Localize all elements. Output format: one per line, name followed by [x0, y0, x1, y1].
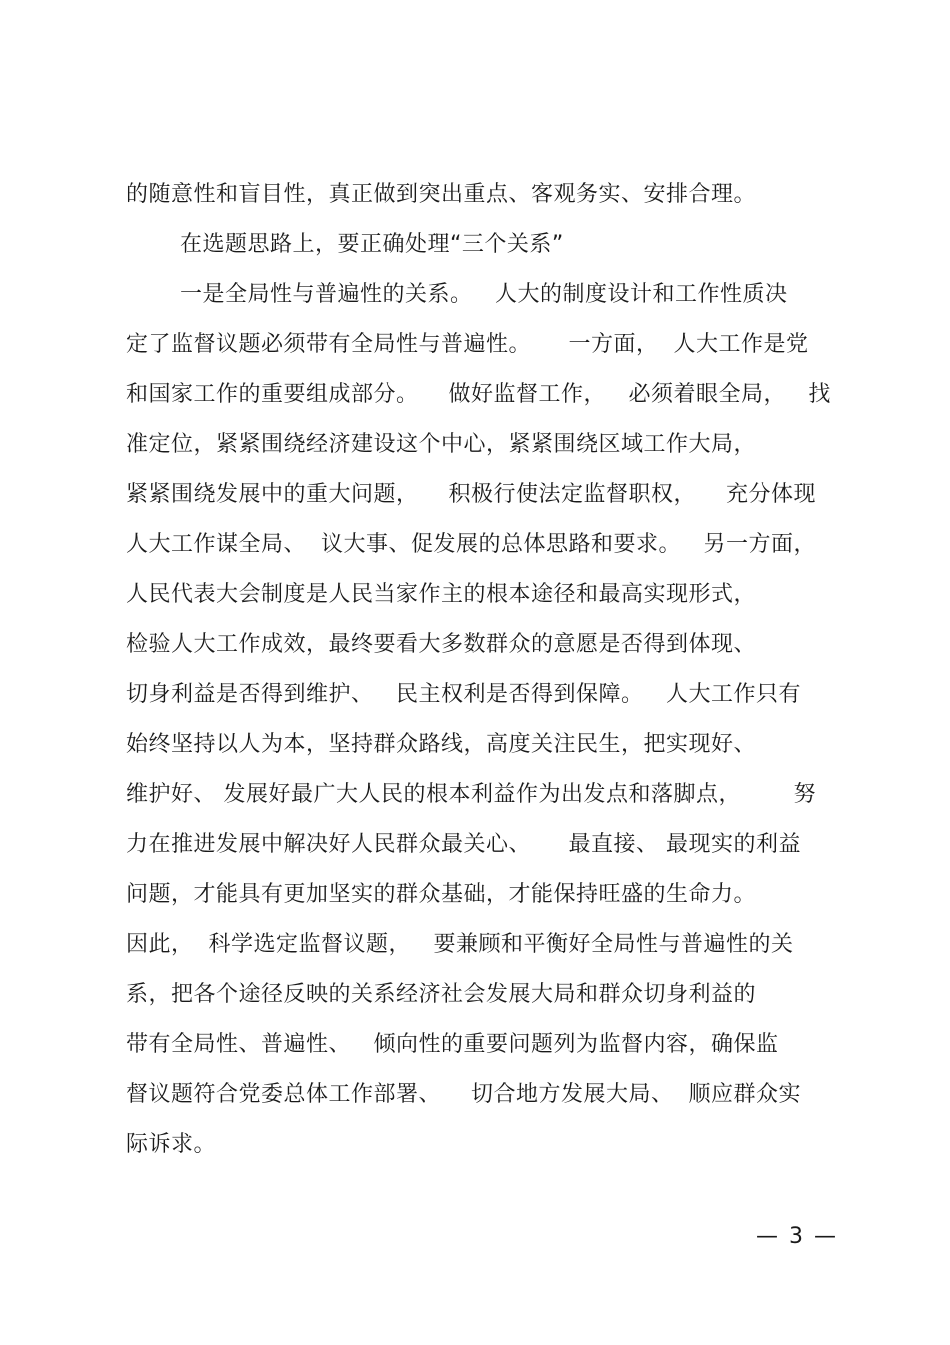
- text-line-17: 系，把各个途径反映的关系经济社会发展大局和群众切身利益的: [126, 982, 757, 1007]
- text-line-20: 际诉求。: [126, 1132, 217, 1157]
- text-line-5: 和国家工作的重要组成部分。 做好监督工作， 必须着眼全局， 找: [126, 382, 831, 407]
- text-line-14: 力在推进发展中解决好人民群众最关心、 最直接、 最现实的利益: [126, 832, 801, 857]
- text-line-13: 维护好、 发展好最广大人民的根本利益作为出发点和落脚点， 努: [126, 782, 816, 807]
- paragraph-first-line: 一是全局性与普遍性的关系。 人大的制度设计和工作性质决: [180, 282, 788, 307]
- text-line-9: 人民代表大会制度是人民当家作主的根本途径和最高实现形式，: [126, 582, 757, 607]
- text-line-7: 紧紧围绕发展中的重大问题， 积极行使法定监督职权， 充分体现: [126, 482, 816, 507]
- text-line-15: 问题，才能具有更加坚实的群众基础，才能保持旺盛的生命力。: [126, 882, 757, 907]
- text-line-11: 切身利益是否得到维护、 民主权利是否得到保障。 人大工作只有: [126, 682, 801, 707]
- section-heading: 在选题思路上，要正确处理“三个关系”: [180, 232, 564, 257]
- text-line-1: 的随意性和盲目性，真正做到突出重点、客观务实、安排合理。: [126, 182, 757, 207]
- text-line-6: 准定位，紧紧围绕经济建设这个中心，紧紧围绕区域工作大局，: [126, 432, 757, 457]
- text-line-4: 定了监督议题必须带有全局性与普遍性。 一方面， 人大工作是党: [126, 332, 809, 357]
- text-line-18: 带有全局性、普遍性、 倾向性的重要问题列为监督内容，确保监: [126, 1032, 779, 1057]
- text-line-8: 人大工作谋全局、 议大事、促发展的总体思路和要求。 另一方面，: [126, 532, 816, 557]
- text-line-10: 检验人大工作成效，最终要看大多数群众的意愿是否得到体现、: [126, 632, 757, 657]
- text-line-19: 督议题符合党委总体工作部署、 切合地方发展大局、 顺应群众实: [126, 1082, 801, 1107]
- text-line-16: 因此， 科学选定监督议题， 要兼顾和平衡好全局性与普遍性的关: [126, 932, 794, 957]
- text-line-12: 始终坚持以人为本，坚持群众路线，高度关注民生，把实现好、: [126, 732, 757, 757]
- page-number: — 3 —: [756, 1224, 838, 1249]
